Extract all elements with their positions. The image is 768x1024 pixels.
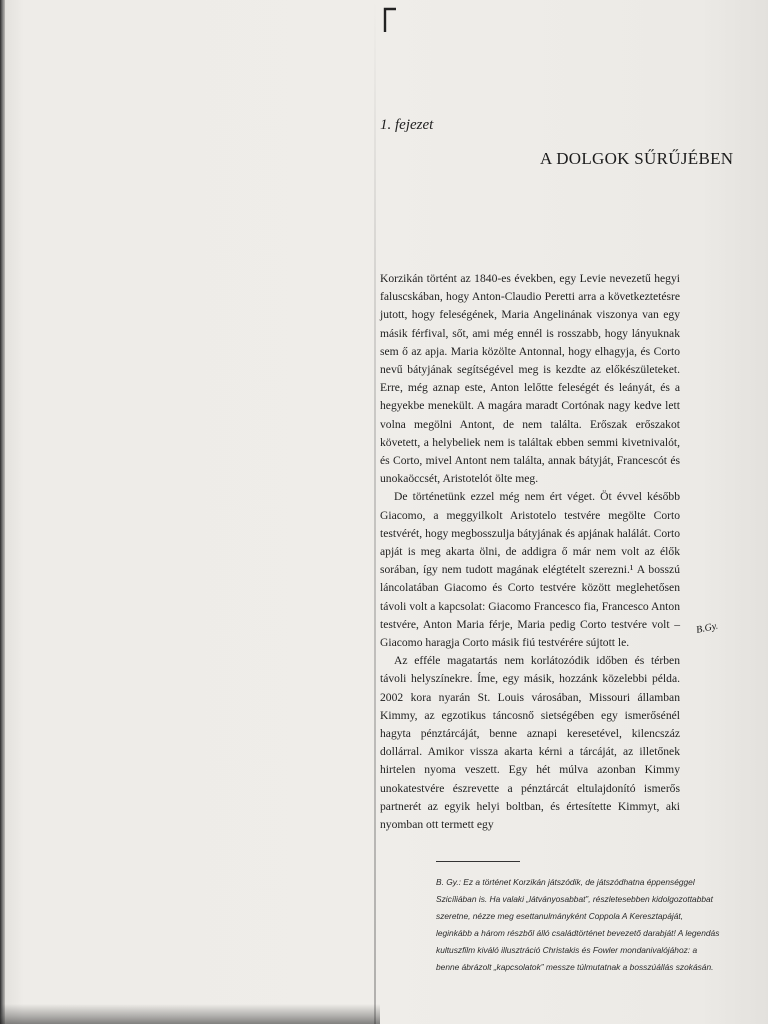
left-page-edge bbox=[0, 0, 5, 1024]
footnote: B. Gy.: Ez a történet Korzikán játszódik, de játszódhatna éppenséggel Szicíliában is. Ha valaki „látványosabbat”, részletesebben kidolgozottabbat szeretne, nézze meg esettanulmányként Coppola A Keresztapáját, leginkább a három részből álló családtörténet bevezető darabját! A legendás kultuszfilm kiváló illusztráció Christakis és Fowler mondanivalójához: a benne ábrázolt „kapcsolatok” messze túlmutatnak a bosszúállás szokásán. bbox=[436, 877, 720, 972]
paragraph: Az efféle magatartás nem korlátozódik időben és térben távoli helyszínekre. Íme, egy másik, hozzánk közelebbi példa. 2002 kora nyarán St. Louis városában, Missouri államban Kimmy, az egzotikus táncosnő sietségében egy ismerősénél hagyta pénztárcáját, benne aznapi keresetével, kilencszáz dollárral. Amikor vissza akarta kérni a tárcáját, az illetőnek hirtelen nyoma veszett. Egy hét múlva azonban Kimmy unokatestvére észrevette a pénztárcát eltulajdonító ismerős partnerét az egyik helyi boltban, és értesítette Kimmyt, aki nyomban ott termett egy bbox=[380, 654, 680, 832]
chapter-title: A DOLGOK SŰRŰJÉBEN bbox=[540, 149, 734, 168]
margin-note-text: B.Gy. bbox=[695, 620, 720, 636]
book-gutter bbox=[374, 0, 376, 1024]
paragraph: De történetünk ezzel még nem ért véget. Öt évvel később Giacomo, a meggyilkolt Aristotelo testvére megölte Corto testvérét, hogy megbosszulja bátyjának és apjának halálát. Corto apját is meg akarta ölni, de addigra ő már nem volt az élők sorában, így nem tudott magának elégtételt szerezni.¹ A bosszú láncolatában Giacomo és Corto testvére között meglehetősen távoli volt a kapcsolat: Giacomo Francesco fia, Francesco Anton testvére, Anton Maria férje, Maria pedig Corto testvére volt – Giacomo haragja Corto másik fiú testvérére sújtott le. bbox=[380, 490, 680, 650]
paragraph: Korzikán történt az 1840-es években, egy Levie nevezetű hegyi faluscskában, hogy Anton-Claudio Peretti arra a következtetésre jutott, hogy feleségének, Maria Angelinának viszonya van egy másik férfival, sőt, ami még ennél is rosszabb, hogy lányuknak sem ő az apja. Maria közölte Antonnal, hogy elhagyja, és Corto nevű bátyjának segítségével meg is kezdte az előkészületeket. Erre, még aznap este, Anton lelőtte feleségét és leányát, és a hegyekbe menekült. A magára maradt Cortónak nagy kedve lett volna megölni Antont, de nem találta. Erőszak erőszakot követett, a helybeliek nem is találtak ebben semmi kivetnivalót, és Corto, mivel Antont nem találta, annak bátyját, Francescót és unokaöccsét, Aristotelót ölte meg. bbox=[380, 272, 680, 486]
body-text bbox=[380, 270, 680, 834]
footnote-divider bbox=[436, 861, 520, 862]
chapter-number: 1. fejezet bbox=[380, 117, 434, 133]
handwritten-margin-note bbox=[692, 611, 720, 645]
scan-shadow bbox=[0, 1004, 380, 1024]
crop-mark-icon bbox=[383, 6, 397, 32]
